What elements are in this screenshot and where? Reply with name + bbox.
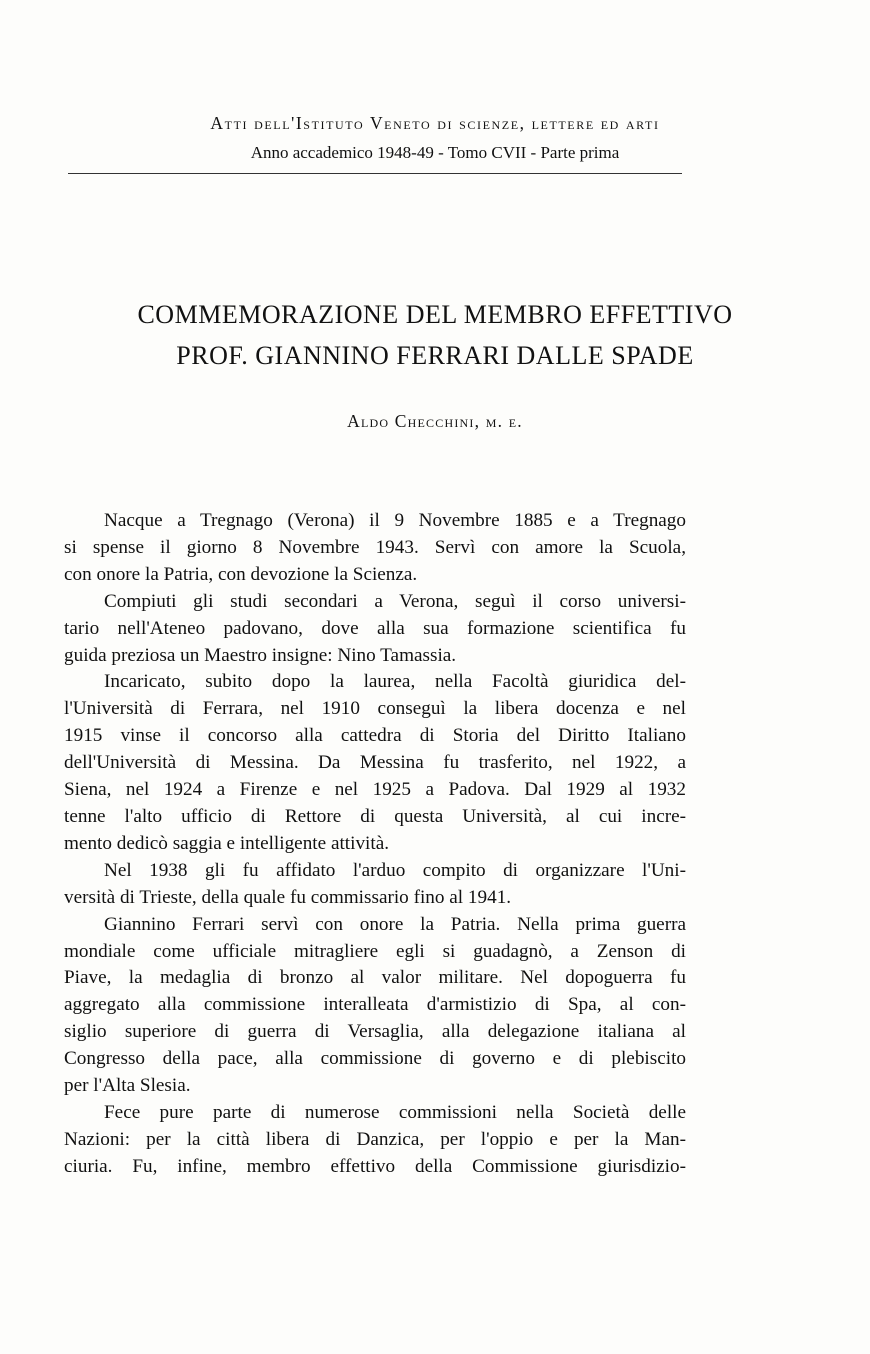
text-line: Nacque a Tregnago (Verona) il 9 Novembre 1885 e a Tregnago [104, 510, 686, 531]
text-line: per l'Alta Slesia. [64, 1075, 191, 1097]
text-line: siglio superiore di guerra di Versaglia, alla delegazione italiana al [64, 1021, 686, 1043]
author-byline: Aldo Checchini, m. e. [347, 411, 523, 431]
journal-header: Atti dell'Istituto Veneto di scienze, lettere ed arti [210, 113, 660, 133]
header-rule [68, 173, 682, 174]
text-line: 1915 vinse il concorso alla cattedra di Storia del Diritto Italiano [64, 725, 686, 747]
text-line: guida preziosa un Maestro insigne: Nino Tamassia. [64, 644, 457, 666]
text-line: aggregato alla commissione interalleata d'armistizio di Spa, al con- [64, 994, 686, 1016]
text-line: Incaricato, subito dopo la laurea, nella Facoltà giuridica del- [104, 671, 686, 693]
volume-info: Anno accademico 1948-49 - Tomo CVII - Parte prima [250, 143, 620, 162]
text-line: Congresso della pace, alla commissione di governo e di plebiscito [64, 1048, 686, 1070]
text-line: Nazioni: per la città libera di Danzica, per l'oppio e per la Man- [64, 1128, 686, 1150]
title-line-1: COMMEMORAZIONE DEL MEMBRO EFFETTIVO [137, 300, 733, 329]
text-line: mondiale come ufficiale mitragliere egli si guadagnò, a Zenson di [64, 940, 686, 962]
text-line: Compiuti gli studi secondari a Verona, seguì il corso universi- [104, 590, 686, 612]
text-line: Giannino Ferrari servì con onore la Patria. Nella prima guerra [104, 913, 686, 935]
text-line: tenne l'alto ufficio di Rettore di questa Università, al cui incre- [64, 805, 686, 827]
article-title [0, 294, 870, 376]
text-line: versità di Trieste, della quale fu commissario fino al 1941. [64, 886, 512, 908]
text-line: dell'Università di Messina. Da Messina fu trasferito, nel 1922, a [64, 752, 686, 774]
title-line-2: PROF. GIANNINO FERRARI DALLE SPADE [176, 341, 694, 370]
text-line: Fece pure parte di numerose commissioni nella Società delle [104, 1101, 686, 1123]
text-line: l'Università di Ferrara, nel 1910 conseguì la libera docenza e nel [64, 698, 686, 720]
text-line: tario nell'Ateneo padovano, dove alla sua formazione scientifica fu [64, 617, 686, 639]
text-line: si spense il giorno 8 Novembre 1943. Servì con amore la Scuola, [64, 536, 686, 558]
text-line: mento dedicò saggia e intelligente attività. [64, 832, 390, 854]
text-line: con onore la Patria, con devozione la Scienza. [64, 563, 418, 585]
text-line: Piave, la medaglia di bronzo al valor militare. Nel dopoguerra fu [64, 967, 686, 989]
body-text [64, 508, 686, 1181]
text-line: Siena, nel 1924 a Firenze e nel 1925 a Padova. Dal 1929 al 1932 [64, 779, 686, 801]
text-line: Nel 1938 gli fu affidato l'arduo compito di organizzare l'Uni- [104, 859, 686, 881]
text-line: ciuria. Fu, infine, membro effettivo della Commissione giurisdizio- [64, 1155, 686, 1177]
